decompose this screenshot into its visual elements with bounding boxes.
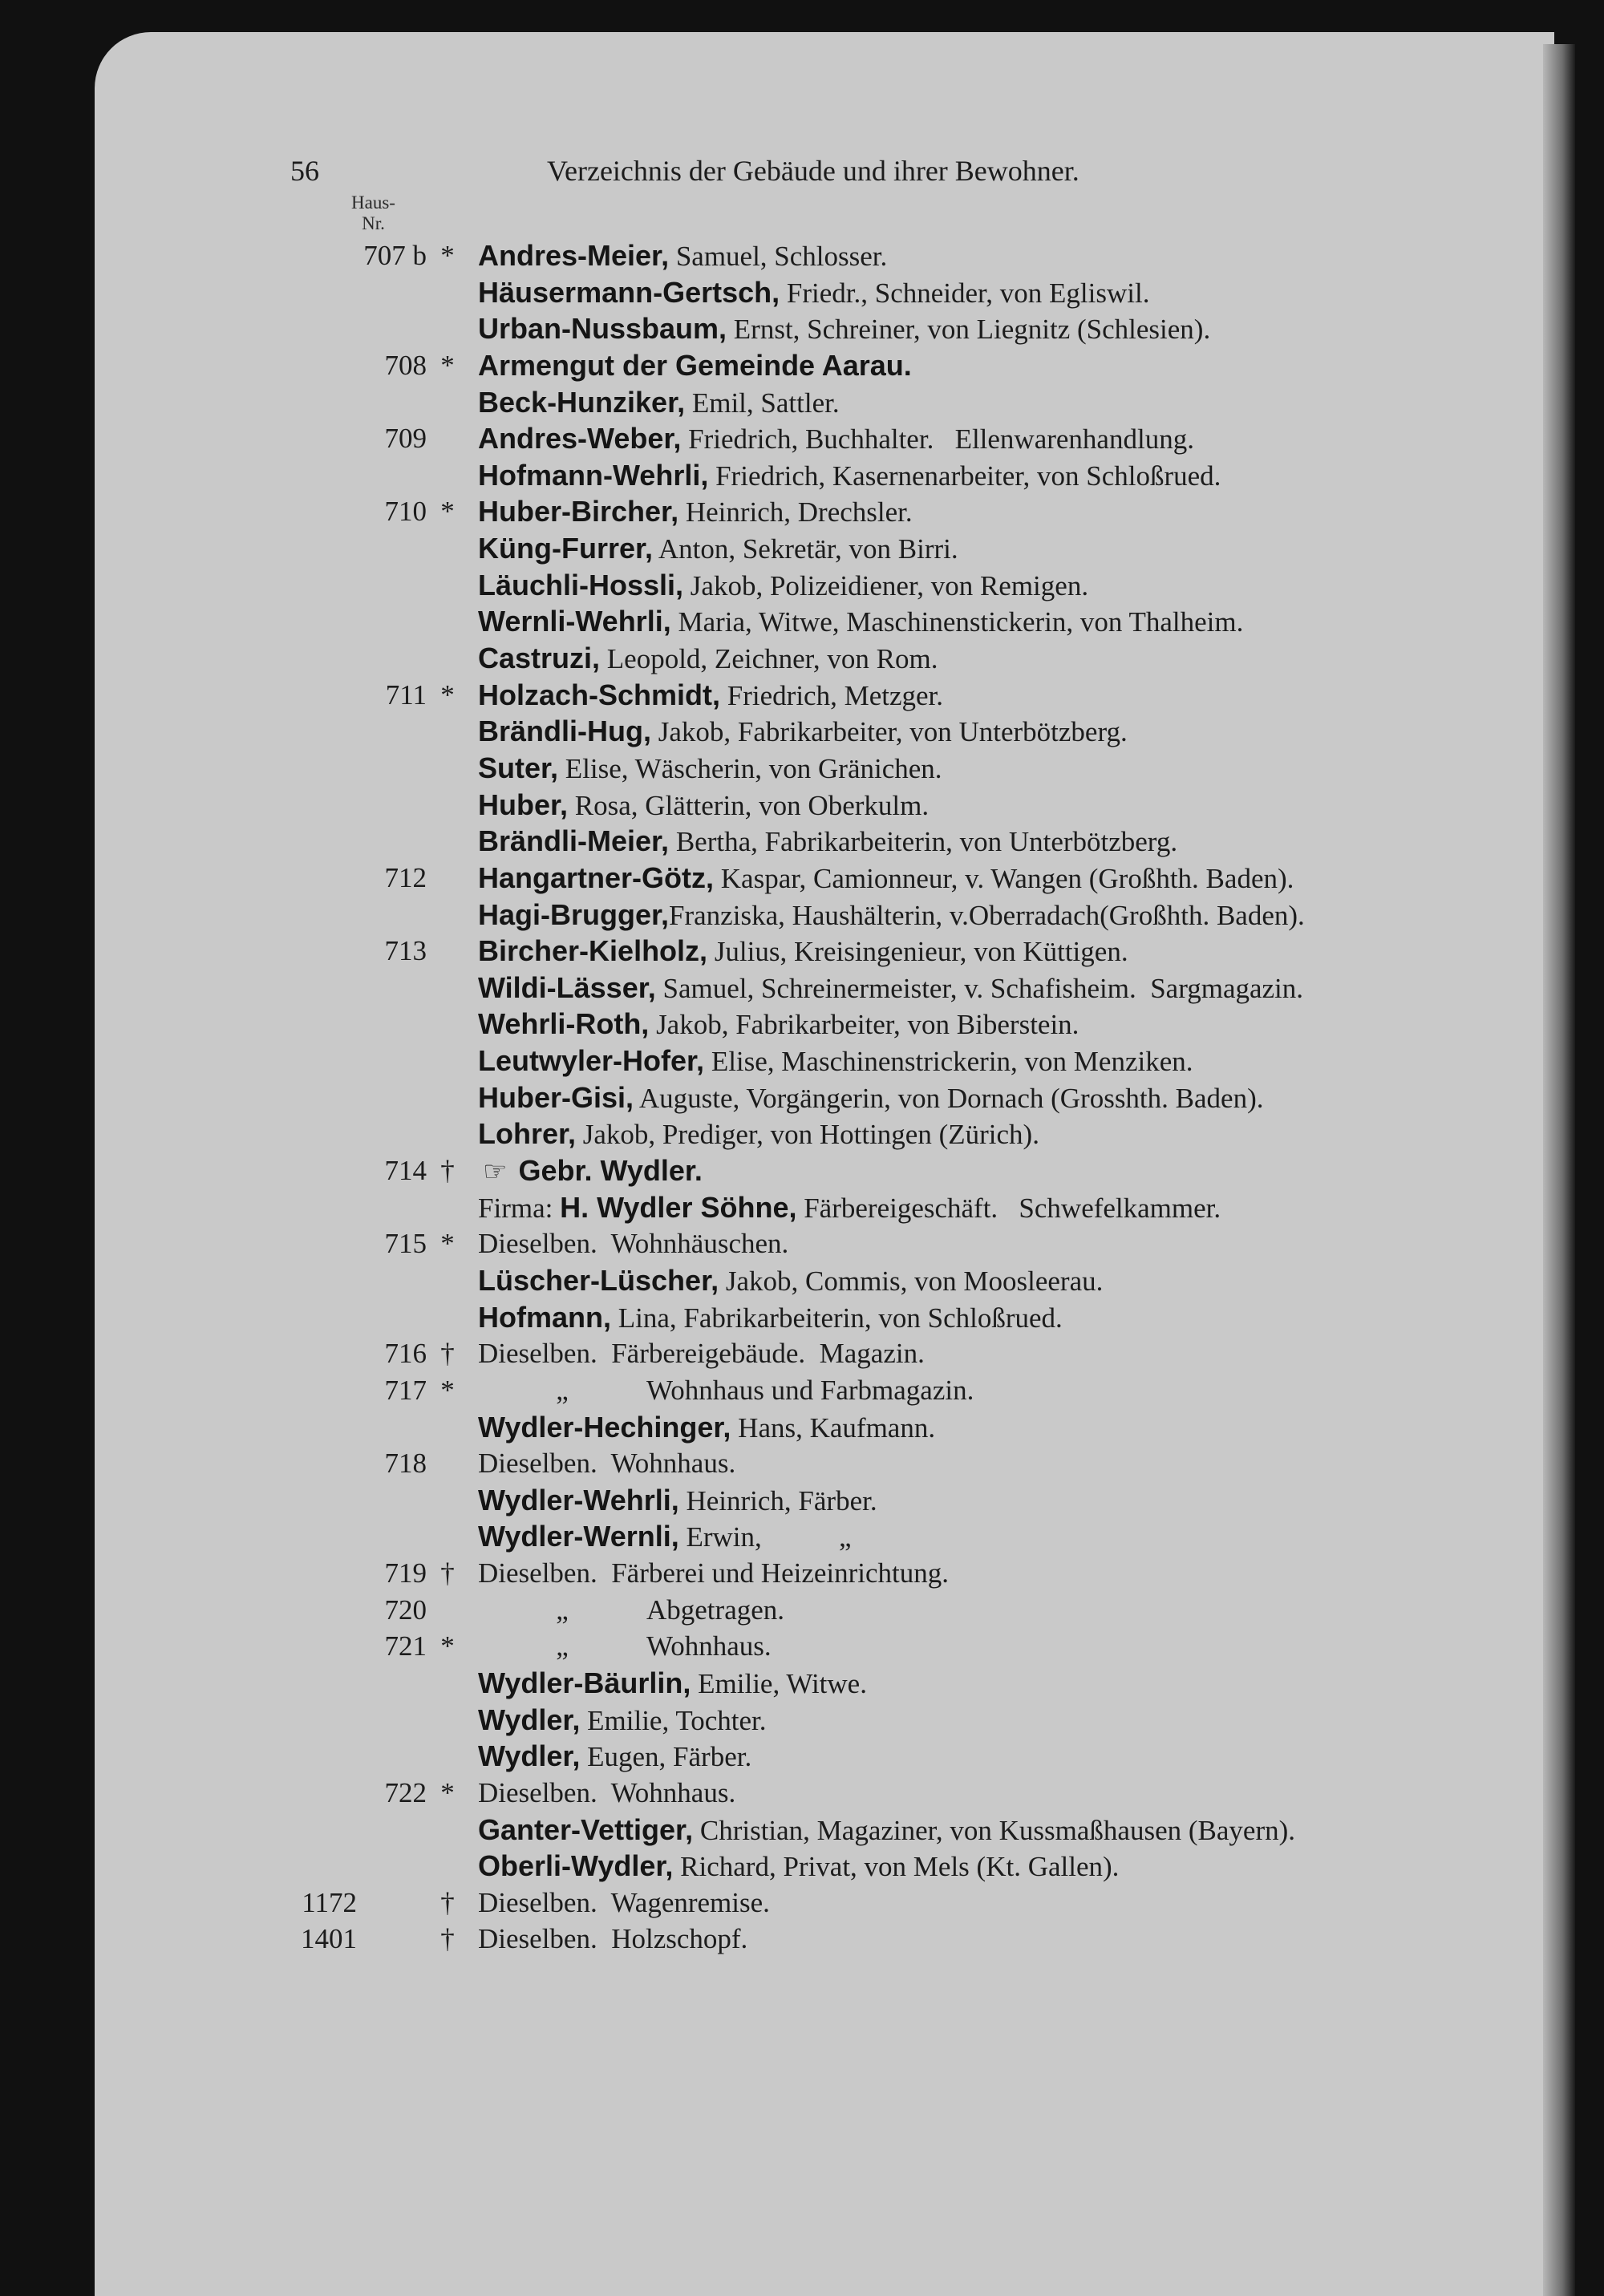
entry-text xyxy=(478,1445,735,1482)
resident-details: Heinrich, Färber. xyxy=(678,1484,877,1516)
list-item xyxy=(0,1189,1540,1226)
list-item xyxy=(0,1262,1540,1299)
resident-name: Urban-Nussbaum, xyxy=(478,312,727,346)
entry-text xyxy=(478,1518,852,1556)
resident-details: Dieselben. Wohnhaus. xyxy=(478,1448,736,1480)
ditto-mark: „ xyxy=(556,1630,569,1662)
entry-text xyxy=(478,1738,751,1776)
list-item xyxy=(0,1079,1540,1116)
resident-name: Wydler-Bäurlin, xyxy=(478,1666,691,1699)
resident-name: Lohrer, xyxy=(478,1117,577,1151)
list-item xyxy=(0,1738,1540,1775)
resident-name: Castruzi, xyxy=(478,642,601,675)
resident-details: Rosa, Glätterin, von Oberkulm. xyxy=(568,789,930,821)
resident-details: Friedr., Schneider, von Egliswil. xyxy=(780,277,1150,309)
resident-details: Samuel, Schreinermeister, v. Schafisheim. Sargmagazin. xyxy=(655,972,1304,1004)
resident-details: Ernst, Schreiner, von Liegnitz (Schlesien). xyxy=(727,314,1211,346)
resident-details: Wohnhaus und Farbmagazin. xyxy=(646,1374,974,1406)
resident-details: Kaspar, Camionneur, v. Wangen (Großhth. Baden). xyxy=(714,862,1294,894)
entry-text xyxy=(478,1628,772,1665)
resident-details: Emilie, Witwe. xyxy=(691,1667,867,1699)
list-item xyxy=(0,237,1540,274)
entry-text xyxy=(478,640,938,678)
house-number: 714 xyxy=(384,1155,427,1187)
resident-details: Christian, Magaziner, von Kussmaßhausen (Bayern). xyxy=(693,1814,1296,1846)
resident-name: Häusermann-Gertsch, xyxy=(478,275,780,309)
list-item xyxy=(0,1043,1540,1079)
resident-name: Wydler-Hechinger, xyxy=(478,1410,731,1444)
resident-name: Huber, xyxy=(478,788,569,821)
list-item xyxy=(0,384,1540,421)
resident-name: H. Wydler Söhne, xyxy=(560,1190,797,1224)
house-number: 709 xyxy=(384,423,427,455)
entry-text xyxy=(478,1665,867,1703)
entry-text xyxy=(478,310,1210,348)
ditto-mark: „ xyxy=(556,1374,569,1406)
building-mark: * xyxy=(440,1374,455,1406)
resident-details: Julius, Kreisingenieur, von Küttigen. xyxy=(707,936,1128,968)
resident-details: Jakob, Fabrikarbeiter, von Biberstein. xyxy=(649,1009,1079,1041)
building-mark: * xyxy=(440,1228,455,1260)
resident-name: Wydler, xyxy=(478,1739,581,1773)
house-number: 719 xyxy=(384,1557,427,1589)
resident-name: Beck-Hunziker, xyxy=(478,385,686,419)
house-number: 713 xyxy=(384,935,427,967)
resident-details: Samuel, Schlosser. xyxy=(669,241,888,272)
resident-name: Brändli-Hug, xyxy=(478,715,651,748)
building-mark: * xyxy=(440,1630,455,1662)
building-mark: † xyxy=(440,1886,455,1918)
resident-details: Maria, Witwe, Maschinenstickerin, von Thalheim. xyxy=(670,606,1244,638)
entry-text xyxy=(478,750,942,788)
resident-name: Holzach-Schmidt, xyxy=(478,678,721,711)
resident-details: Dieselben. Färbereigebäude. Magazin. xyxy=(478,1338,925,1370)
resident-details: Wohnhaus. xyxy=(646,1630,772,1662)
page-number: 56 xyxy=(290,155,319,187)
resident-details: Emil, Sattler. xyxy=(685,387,840,419)
list-item xyxy=(0,860,1540,897)
list-item xyxy=(0,1335,1540,1372)
building-mark: † xyxy=(440,1923,455,1955)
building-mark: † xyxy=(440,1338,455,1370)
resident-details: Friedrich, Kasernenarbeiter, von Schloßrued. xyxy=(708,460,1221,492)
entry-text xyxy=(478,530,958,568)
entry-text xyxy=(478,1189,1221,1227)
resident-details: Jakob, Commis, von Moosleerau. xyxy=(719,1265,1104,1297)
list-item xyxy=(0,420,1540,457)
resident-name: Andres-Meier, xyxy=(478,239,670,272)
entry-text xyxy=(478,1116,1039,1153)
entry-text xyxy=(478,1372,974,1409)
resident-name: Wydler, xyxy=(478,1703,581,1736)
entry-text xyxy=(478,1079,1263,1117)
resident-name: Andres-Weber, xyxy=(478,422,682,456)
entry-text xyxy=(478,897,1305,934)
house-number: 718 xyxy=(384,1448,427,1480)
resident-details: Jakob, Prediger, von Hottingen (Zürich). xyxy=(576,1119,1039,1151)
house-number: 708 xyxy=(384,349,427,381)
resident-details: Erwin, „ xyxy=(678,1521,852,1553)
resident-details: Anton, Sekretär, von Birri. xyxy=(653,533,958,565)
entry-text xyxy=(478,420,1194,458)
entry-text xyxy=(478,860,1294,897)
list-item xyxy=(0,1409,1540,1446)
entry-text xyxy=(478,1775,735,1812)
list-item xyxy=(0,1775,1540,1812)
house-number: 707 b xyxy=(363,240,427,271)
resident-name: Wernli-Wehrli, xyxy=(478,605,671,638)
resident-details: Dieselben. Wagenremise. xyxy=(478,1886,770,1918)
house-number: 717 xyxy=(384,1374,427,1406)
list-item xyxy=(0,493,1540,530)
entry-text xyxy=(478,1152,703,1191)
list-item xyxy=(0,274,1540,311)
entry-text xyxy=(478,1592,784,1629)
entry-text xyxy=(478,1335,925,1372)
resident-name: Brändli-Meier, xyxy=(478,824,670,858)
resident-name: Hofmann, xyxy=(478,1300,611,1334)
house-number: 721 xyxy=(384,1630,427,1662)
entry-text xyxy=(478,237,887,275)
building-mark: * xyxy=(440,240,455,271)
list-item xyxy=(0,347,1540,384)
entry-text xyxy=(478,1409,935,1447)
resident-details: Friedrich, Metzger. xyxy=(720,679,943,711)
haus-label-line-1: Haus- xyxy=(351,192,395,213)
house-number: 715 xyxy=(384,1228,427,1260)
resident-details: Jakob, Polizeidiener, von Remigen. xyxy=(683,569,1089,601)
list-item xyxy=(0,1152,1540,1189)
list-item xyxy=(0,1921,1540,1958)
building-mark: * xyxy=(440,349,455,381)
entry-text xyxy=(478,933,1128,970)
resident-details: Bertha, Fabrikarbeiterin, von Unterbötzberg. xyxy=(669,826,1178,858)
list-item xyxy=(0,310,1540,347)
list-item xyxy=(0,1665,1540,1702)
entry-text xyxy=(478,1885,770,1921)
entry-text xyxy=(478,1299,1063,1337)
entry-text xyxy=(478,274,1149,312)
list-item xyxy=(0,897,1540,933)
list-item xyxy=(0,530,1540,567)
list-item xyxy=(0,1848,1540,1885)
entry-text xyxy=(478,1555,949,1592)
building-mark: * xyxy=(440,1776,455,1808)
entry-text xyxy=(478,603,1243,641)
resident-details: Jakob, Fabrikarbeiter, von Unterbötzberg. xyxy=(650,716,1128,748)
resident-details: Abgetragen. xyxy=(646,1593,785,1626)
list-item xyxy=(0,1628,1540,1665)
resident-details: Auguste, Vorgängerin, von Dornach (Grosshth. Baden). xyxy=(634,1082,1264,1114)
list-item xyxy=(0,1225,1540,1262)
house-number-column-label xyxy=(351,192,395,234)
resident-name: Leutwyler-Hofer, xyxy=(478,1044,705,1078)
entry-text xyxy=(478,347,912,385)
entry-text xyxy=(478,787,929,824)
house-number: 1401 xyxy=(301,1923,357,1955)
list-item xyxy=(0,787,1540,824)
entry-text xyxy=(478,1702,767,1739)
resident-name: Suter, xyxy=(478,751,559,784)
resident-name: Läuchli-Hossli, xyxy=(478,568,684,601)
resident-name: Hangartner-Götz, xyxy=(478,860,715,894)
page-edge xyxy=(1543,44,1575,2296)
house-number: 1172 xyxy=(302,1886,357,1918)
entry-text xyxy=(478,457,1221,495)
entry-text xyxy=(478,1848,1119,1885)
list-item xyxy=(0,823,1540,860)
list-item xyxy=(0,933,1540,970)
resident-details: Elise, Wäscherin, von Gränichen. xyxy=(558,752,942,784)
list-item xyxy=(0,1592,1540,1629)
pointing-hand-icon: ☞ xyxy=(483,1157,508,1188)
resident-name: Bircher-Kielholz, xyxy=(478,934,708,968)
resident-details: Emilie, Tochter. xyxy=(580,1704,767,1736)
list-item xyxy=(0,1702,1540,1739)
house-number: 712 xyxy=(384,861,427,893)
resident-name: Wydler-Wernli, xyxy=(478,1520,679,1553)
resident-name: Wehrli-Roth, xyxy=(478,1007,650,1041)
building-mark: † xyxy=(440,1155,455,1187)
resident-details: Dieselben. Wohnhäuschen. xyxy=(478,1228,789,1260)
list-item xyxy=(0,970,1540,1006)
list-item xyxy=(0,1116,1540,1152)
resident-details: Elise, Maschinenstrickerin, von Menziken. xyxy=(704,1046,1193,1078)
resident-name: Wildi-Lässer, xyxy=(478,970,656,1004)
entry-text xyxy=(478,823,1177,860)
ditto-mark: „ xyxy=(556,1593,569,1626)
entry-text xyxy=(478,1006,1079,1043)
building-mark: † xyxy=(440,1557,455,1589)
resident-list xyxy=(0,237,1540,1958)
entry-text xyxy=(478,1812,1295,1849)
list-item xyxy=(0,1482,1540,1519)
list-item xyxy=(0,640,1540,677)
entry-text xyxy=(478,1043,1193,1080)
firm-prefix: Firma: xyxy=(478,1192,561,1224)
entry-text xyxy=(478,1262,1103,1300)
resident-details: Heinrich, Drechsler. xyxy=(678,496,913,528)
entry-text xyxy=(478,567,1088,605)
resident-name: Lüscher-Lüscher, xyxy=(478,1263,719,1297)
resident-name: Wydler-Wehrli, xyxy=(478,1483,679,1516)
house-number: 722 xyxy=(384,1776,427,1808)
list-item xyxy=(0,1372,1540,1409)
resident-name: Oberli-Wydler, xyxy=(478,1849,674,1883)
list-item xyxy=(0,677,1540,714)
list-item xyxy=(0,1555,1540,1592)
list-item xyxy=(0,1445,1540,1482)
entry-text xyxy=(478,1482,877,1520)
resident-name: Huber-Gisi, xyxy=(478,1080,634,1114)
entry-text xyxy=(478,713,1128,751)
list-item xyxy=(0,1885,1540,1921)
resident-details: Richard, Privat, von Mels (Kt. Gallen). xyxy=(673,1851,1120,1883)
haus-label-line-2: Nr. xyxy=(362,213,385,233)
resident-details: Dieselben. Färberei und Heizeinrichtung. xyxy=(478,1557,950,1589)
resident-name: Hofmann-Wehrli, xyxy=(478,458,709,492)
house-number: 710 xyxy=(384,496,427,528)
list-item xyxy=(0,603,1540,640)
entry-text xyxy=(478,1921,747,1958)
building-mark: * xyxy=(440,496,455,528)
resident-name: Gebr. Wydler. xyxy=(518,1154,703,1188)
resident-details: Friedrich, Buchhalter. Ellenwarenhandlung. xyxy=(681,423,1194,456)
building-mark: * xyxy=(440,678,455,711)
resident-details: Leopold, Zeichner, von Rom. xyxy=(600,643,938,675)
list-item xyxy=(0,457,1540,494)
resident-details: Dieselben. Wohnhaus. xyxy=(478,1776,736,1808)
resident-details: Färbereigeschäft. Schwefelkammer. xyxy=(796,1192,1221,1224)
entry-text xyxy=(478,1225,788,1262)
house-number: 716 xyxy=(384,1338,427,1370)
list-item xyxy=(0,1812,1540,1849)
list-item xyxy=(0,567,1540,604)
resident-details: Dieselben. Holzschopf. xyxy=(478,1923,748,1955)
resident-details: Franziska, Haushälterin, v.Oberradach(Großhth. Baden). xyxy=(669,899,1305,931)
running-title: Verzeichnis der Gebäude und ihrer Bewohner. xyxy=(547,155,1079,187)
resident-details: Hans, Kaufmann. xyxy=(731,1411,936,1444)
entry-text xyxy=(478,384,840,422)
list-item xyxy=(0,750,1540,787)
list-item xyxy=(0,1006,1540,1043)
resident-name: Huber-Bircher, xyxy=(478,495,679,528)
resident-name: Armengut der Gemeinde Aarau. xyxy=(478,348,912,382)
list-item xyxy=(0,1518,1540,1555)
entry-text xyxy=(478,677,943,715)
entry-text xyxy=(478,493,913,531)
resident-details: Eugen, Färber. xyxy=(580,1741,752,1773)
list-item xyxy=(0,1299,1540,1336)
house-number: 720 xyxy=(384,1593,427,1626)
resident-details: Lina, Fabrikarbeiterin, von Schloßrued. xyxy=(611,1302,1063,1334)
resident-name: Küng-Furrer, xyxy=(478,532,654,565)
list-item xyxy=(0,713,1540,750)
resident-name: Hagi-Brugger, xyxy=(478,897,670,931)
house-number: 711 xyxy=(385,678,427,711)
resident-name: Ganter-Vettiger, xyxy=(478,1812,694,1846)
entry-text xyxy=(478,970,1303,1007)
